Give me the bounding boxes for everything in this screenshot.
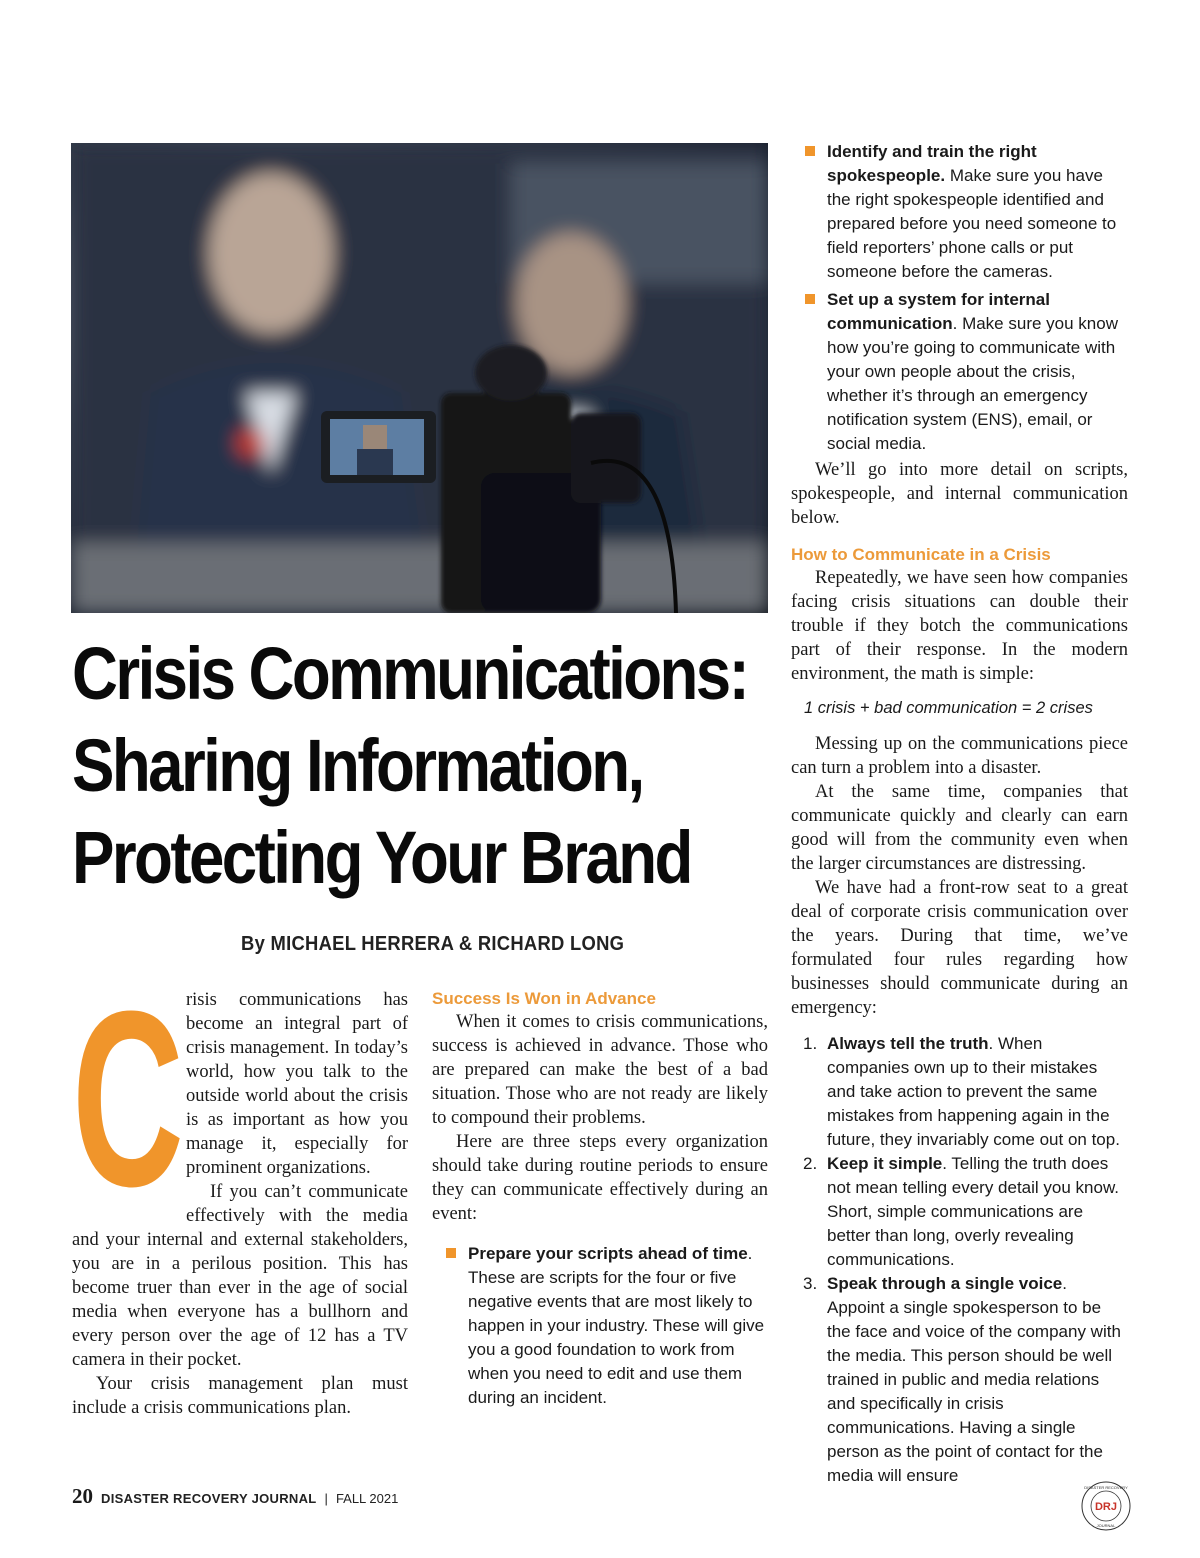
footer-separator: | bbox=[324, 1491, 328, 1506]
byline: By MICHAEL HERRERA & RICHARD LONG bbox=[241, 933, 625, 955]
rule-lead: Keep it simple bbox=[827, 1154, 943, 1173]
body-paragraph: If you can’t communicate effectively with the media and your internal and external stakeholders, you are in a perilous position. This has become truer than ever in the age of social media when everyone has a bullhorn and every person over the age of 12 has a TV camera in their pocket. bbox=[72, 1182, 408, 1370]
drop-cap: C bbox=[72, 959, 184, 1238]
bullet-item bbox=[791, 140, 1128, 284]
svg-text:DISASTER RECOVERY: DISASTER RECOVERY bbox=[1084, 1485, 1128, 1490]
article-headline bbox=[72, 628, 748, 904]
intro-paragraph: risis communications has become an integral part of crisis management. In today’s world, how you talk to the outside world about the crisis is as important as how you manage it, especially for prominent organizations. bbox=[186, 990, 408, 1178]
body-paragraph: We’ll go into more detail on scripts, spokespeople, and internal communication below. bbox=[791, 460, 1128, 528]
rule-lead: Speak through a single voice bbox=[827, 1274, 1063, 1293]
drj-seal-logo bbox=[1080, 1480, 1132, 1532]
square-bullet-icon bbox=[805, 146, 815, 156]
body-paragraph: At the same time, companies that communicate quickly and clearly can earn good will from the community even when the larger circumstances are distressing. bbox=[791, 782, 1128, 874]
equation-callout: 1 crisis + bad communication = 2 crises bbox=[804, 699, 1093, 717]
headline-line-2: Sharing Information, bbox=[72, 724, 643, 807]
body-paragraph: Here are three steps every organization should take during routine periods to ensure they can communicate effectively during an event: bbox=[432, 1132, 768, 1224]
bullet-text: Make sure you have the right spokespeople identified and prepared before you need someone to field reporters’ phone calls or put someone before the cameras. bbox=[827, 166, 1117, 281]
body-paragraph: When it comes to crisis communications, success is achieved in advance. Those who are prepared can make the best of a bad situation. Those who are not ready are likely to compound their problems. bbox=[432, 1012, 768, 1128]
body-paragraph: Messing up on the communications piece can turn a problem into a disaster. bbox=[791, 734, 1128, 778]
bullet-list bbox=[791, 140, 1128, 456]
rules-list bbox=[791, 1032, 1128, 1488]
rule-item bbox=[791, 1152, 1128, 1272]
headline-line-1: Crisis Communications: bbox=[72, 632, 748, 715]
bullet-item bbox=[791, 288, 1128, 456]
rule-number: 3. bbox=[803, 1274, 818, 1293]
bullet-lead: Prepare your scripts ahead of time bbox=[468, 1244, 748, 1263]
square-bullet-icon bbox=[446, 1248, 456, 1258]
svg-text:DRJ: DRJ bbox=[1094, 1501, 1118, 1513]
svg-text:JOURNAL: JOURNAL bbox=[1096, 1523, 1116, 1528]
rule-text: . Appoint a single spokesperson to be the face and voice of the company with the media. This person should be well trained in public and media relations and specifically in crisis communications. Having a single person as the point of contact for the media will ensure bbox=[827, 1274, 1121, 1485]
rule-lead: Always tell the truth bbox=[827, 1034, 989, 1053]
headline-line-3: Protecting Your Brand bbox=[72, 816, 691, 899]
bullet-item bbox=[432, 1242, 768, 1410]
rule-text: . When companies own up to their mistakes and take action to prevent the same mistakes from happening again in the future, they invariably come out on top. bbox=[827, 1034, 1120, 1149]
body-paragraph: Repeatedly, we have seen how companies facing crisis situations can double their trouble if they botch the communications part of their response. In the modern environment, the math is simple: bbox=[791, 568, 1128, 684]
bullet-lead: Identify and train the right spokespeople. bbox=[827, 142, 1037, 185]
rule-item bbox=[791, 1272, 1128, 1488]
column-2 bbox=[432, 988, 768, 1410]
section-heading: How to Communicate in a Crisis bbox=[791, 545, 1051, 564]
page-number: 20 bbox=[72, 1484, 93, 1508]
rule-item bbox=[791, 1032, 1128, 1152]
rule-text: . Telling the truth does not mean telling every detail you know. Short, simple communications are better than long, overly revealing communications. bbox=[827, 1154, 1120, 1269]
bullet-list bbox=[432, 1242, 768, 1410]
bullet-text: . These are scripts for the four or five negative events that are most likely to happen in your industry. These will give you a good foundation to work from when you need to edit and use them during an incident. bbox=[468, 1244, 765, 1407]
bullet-lead: Set up a system for internal communication bbox=[827, 290, 1050, 333]
body-paragraph: Your crisis management plan must include a crisis communications plan. bbox=[72, 1374, 408, 1418]
bullet-text: . Make sure you know how you’re going to communicate with your own people about the crisis, whether it’s through an emergency notification system (ENS), email, or social media. bbox=[827, 314, 1118, 453]
issue-label: FALL 2021 bbox=[335, 1491, 399, 1506]
hero-photo bbox=[71, 143, 768, 613]
page-footer bbox=[72, 1484, 398, 1509]
square-bullet-icon bbox=[805, 294, 815, 304]
camera-scene-illustration bbox=[71, 143, 768, 613]
column-3 bbox=[791, 140, 1128, 1488]
rule-number: 2. bbox=[803, 1154, 818, 1173]
body-paragraph: We have had a front-row seat to a great deal of corporate crisis communication over the years. During that time, we’ve formulated four rules regarding how businesses should communicate during an emergency: bbox=[791, 878, 1128, 1018]
column-1 bbox=[72, 959, 408, 1420]
rule-number: 1. bbox=[803, 1034, 818, 1053]
journal-name: DISASTER RECOVERY JOURNAL bbox=[101, 1491, 317, 1506]
section-heading: Success Is Won in Advance bbox=[432, 989, 656, 1008]
